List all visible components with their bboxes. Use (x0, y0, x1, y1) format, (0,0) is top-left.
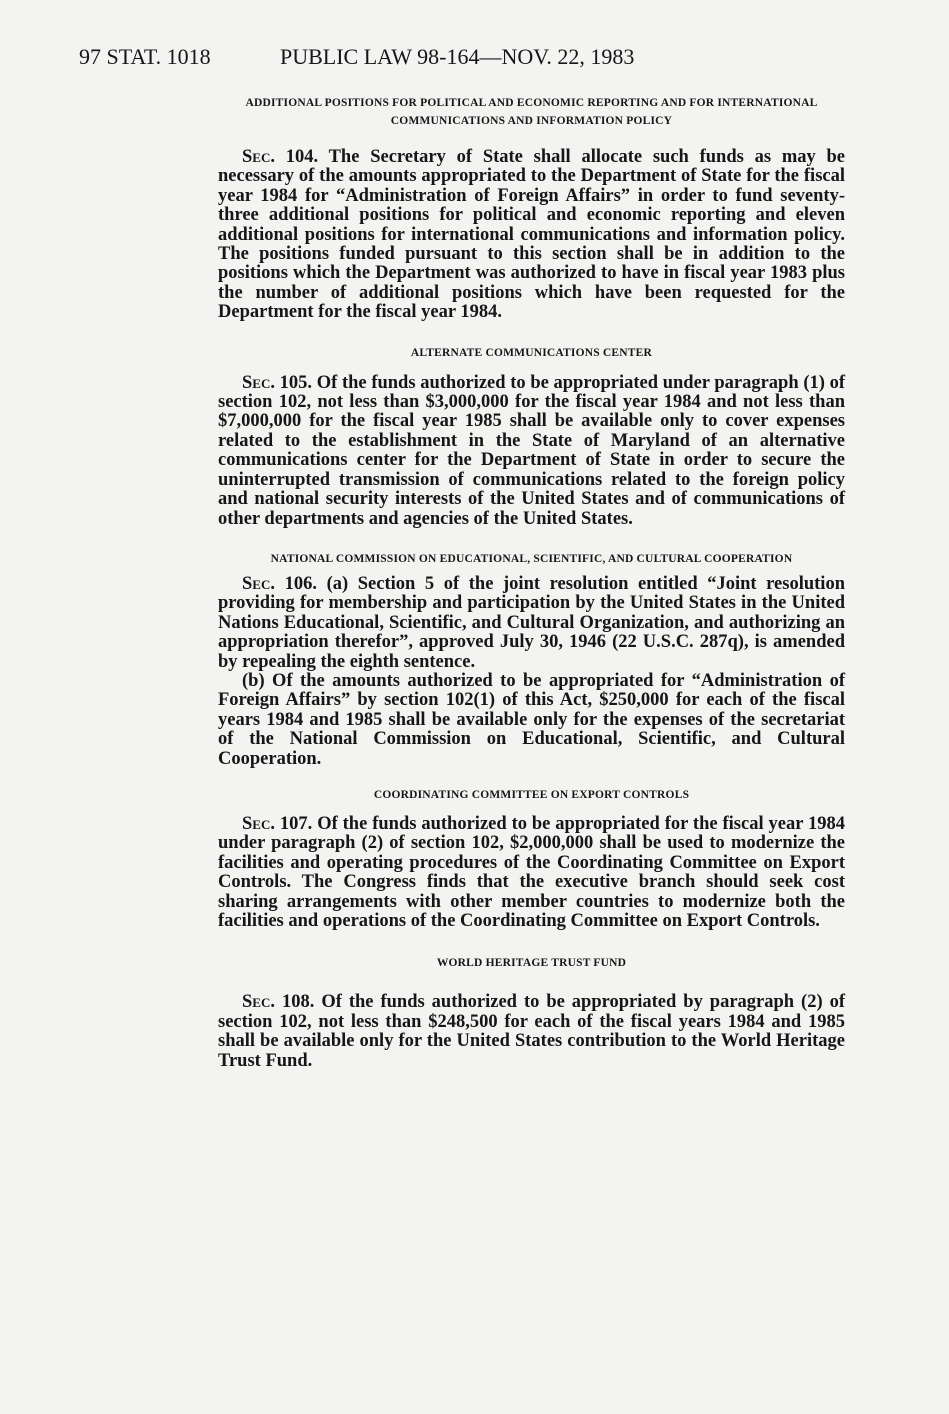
section-text: The Secretary of State shall allocate such funds as may be necessary of the amounts appropriated to the Department of State for the fiscal year 1984 for “Administration of Foreign Affairs” in order to fund seventy-three additional positions for political and economic reporting and eleven additional positions for international communications and information policy. The positions funded pursuant to this section shall be in addition to the positions which the Department was authorized to have in fiscal year 1983 plus the number of additional positions which have been requested for the Department for the fiscal year 1984. (218, 147, 845, 323)
public-law-title: PUBLIC LAW 98-164—NOV. 22, 1983 (280, 44, 635, 69)
section-heading: COORDINATING COMMITTEE ON EXPORT CONTROLS (373, 788, 690, 801)
section-text: Of the funds authorized to be appropriated by paragraph (2) of section 102, not less than $248,500 for each of the fiscal years 1984 and 1985 shall be available only for the United States contribution to the World Heritage Trust Fund. (218, 992, 846, 1071)
section-number: Sec. 106. (242, 573, 317, 594)
section-heading: ADDITIONAL POSITIONS FOR POLITICAL AND ECONOMIC REPORTING AND FOR INTERNATIONAL COMMUNICATIONS AND INFORMATION POLICY (245, 97, 818, 127)
section-text: (b) Of the amounts authorized to be appropriated for “Administration of Foreign Affairs” by section 102(1) of this Act, $250,000 for each of the fiscal years 1984 and 1985 shall be available only for the expenses of the secretariat of the National Commission on Educational, Scientific, and Cultural Cooperation. (218, 670, 845, 769)
stat-citation: 97 STAT. 1018 (79, 44, 211, 69)
section-paragraph (218, 815, 845, 931)
section-paragraph (218, 672, 845, 769)
section-paragraph (218, 993, 845, 1071)
page-body (218, 94, 845, 1071)
section-heading: NATIONAL COMMISSION ON EDUCATIONAL, SCIENTIFIC, AND CULTURAL COOPERATION (270, 552, 793, 565)
section-number: Sec. 107. (242, 813, 313, 834)
section-paragraph (218, 148, 845, 323)
section-paragraph (218, 374, 845, 529)
section-heading: WORLD HERITAGE TRUST FUND (436, 957, 627, 970)
section-number: Sec. 104. (242, 147, 319, 167)
section-number: Sec. 105. (242, 372, 313, 393)
section-heading: ALTERNATE COMMUNICATIONS CENTER (410, 346, 653, 359)
section-number: Sec. 108. (242, 992, 315, 1013)
section-paragraph (218, 575, 845, 672)
page-header (79, 44, 689, 74)
section-text: Of the funds authorized to be appropriated under paragraph (1) of section 102, not less than $3,000,000 for the fiscal year 1984 and not less than $7,000,000 for the fiscal year 1985 shall be available only to cover expenses related to the establishment in the State of Maryland of an alternative communications center for the Department of State in order to secure the uninterrupted transmission of communications related to the foreign policy and national security interests of the United States and of communications of other departments and agencies of the United States. (218, 372, 845, 529)
section-text: (a) Section 5 of the joint resolution entitled “Joint resolution providing for membership and participation by the United States in the United Nations Educational, Scientific, and Cultural Organization, and authorizing an appropriation therefor”, approved July 30, 1946 (22 U.S.C. 287q), is amended by repealing the eighth sentence. (218, 573, 845, 672)
section-text: Of the funds authorized to be appropriated for the fiscal year 1984 under paragraph (2) of section 102, $2,000,000 shall be used to modernize the facilities and operating procedures of the Coordinating Committee on Export Controls. The Congress finds that the executive branch should seek cost sharing arrangements with other member countries to modernize both the facilities and operations of the Coordinating Committee on Export Controls. (218, 813, 846, 931)
